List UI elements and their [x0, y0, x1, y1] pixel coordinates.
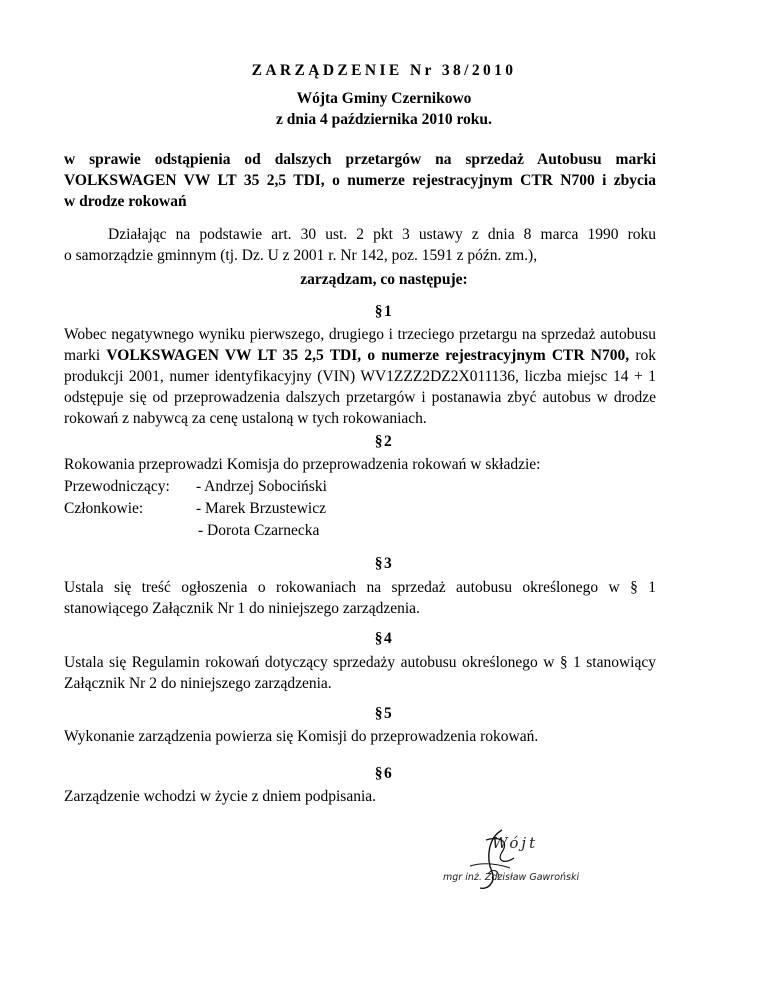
subject: [64, 149, 656, 212]
section-1-heading: §1: [374, 303, 394, 320]
issuer: Wójta Gminy Czernikowo: [296, 90, 472, 107]
document-date: z dnia 4 października 2010 roku.: [276, 111, 492, 128]
section-3-heading: §3: [374, 555, 394, 572]
basis-line-2: o samorządzie gminnym (tj. Dz. U z 2001 r. Nr 142, poz. 1591 z późn. zm.),: [64, 247, 538, 264]
section-1-line-5: rokowań z nabywcą za cenę ustaloną w tych rokowaniach.: [64, 410, 427, 427]
member-2: - Dorota Czarnecka: [198, 522, 320, 539]
section-4-heading: §4: [374, 630, 394, 647]
section-3-body: [64, 577, 656, 619]
document-title: ZARZĄDZENIE Nr 38/2010: [251, 62, 517, 79]
section-2-intro: Rokowania przeprowadzi Komisja do przeprowadzenia rokowań w składzie:: [64, 456, 541, 473]
section-5-heading: §5: [374, 705, 394, 722]
members-label: Członkowie:: [64, 500, 144, 517]
section-3-line-2: stanowiącego Załącznik Nr 1 do niniejszego zarządzenia.: [64, 600, 420, 617]
section-1-line-4: odstępuje się od przeprowadzenia dalszych przetargów i postanawia zbyć autobus w drodze: [64, 389, 656, 406]
section-5-text: Wykonanie zarządzenia powierza się Komisji do przeprowadzenia rokowań.: [64, 728, 539, 745]
section-1-line-2: [64, 345, 656, 366]
decree-statement: zarządzam, co następuje:: [300, 271, 468, 288]
subject-line-2: VOLKSWAGEN VW LT 35 2,5 TDI, o numerze rejestracyjnym CTR N700 i zbycia: [64, 172, 656, 189]
basis-line-1: Działając na podstawie art. 30 ust. 2 pkt 3 ustawy z dnia 8 marca 1990 roku: [108, 226, 656, 243]
section-4-line-2: Załącznik Nr 2 do niniejszego zarządzenia.: [64, 675, 332, 692]
section-1-line-2-start: marki: [64, 347, 107, 364]
chair-label: Przewodniczący:: [64, 478, 170, 495]
section-2-heading: §2: [374, 433, 394, 450]
section-1-body: [64, 324, 656, 429]
section-4-line-1: Ustala się Regulamin rokowań dotyczący sprzedaży autobusu określonego w § 1 stanowiący: [64, 654, 656, 671]
signature-stamp: [440, 818, 610, 898]
chair-name: - Andrzej Sobociński: [196, 478, 327, 495]
section-6-heading: §6: [374, 765, 394, 782]
section-3-line-1: Ustala się treść ogłoszenia o rokowaniach na sprzedaż autobusu określonego w § 1: [64, 579, 656, 596]
subject-line-1: w sprawie odstąpienia od dalszych przetargów na sprzedaż Autobusu marki: [64, 151, 656, 168]
signature-graphic: [440, 818, 610, 898]
section-1-line-3: produkcji 2001, numer identyfikacyjny (VIN) WV1ZZZ2DZ2X011136, liczba miejsc 14 + 1: [64, 368, 656, 385]
section-6-text: Zarządzenie wchodzi w życie z dniem podpisania.: [64, 788, 377, 805]
vehicle-name: VOLKSWAGEN VW LT 35 2,5 TDI, o numerze rejestracyjnym CTR N700,: [106, 347, 630, 364]
stamp-title: Wójt: [492, 834, 539, 852]
stamp-name: mgr inż. Zdzisław Gawroński: [443, 872, 580, 883]
legal-basis: [64, 224, 656, 266]
section-4-body: [64, 652, 656, 694]
member-1: - Marek Brzustewicz: [196, 500, 326, 517]
section-1-line-2-end: rok: [629, 347, 656, 364]
section-1-line-1: Wobec negatywnego wyniku pierwszego, drugiego i trzeciego przetargu na sprzedaż autobusu: [64, 326, 656, 343]
subject-line-3: w drodze rokowań: [64, 193, 187, 210]
